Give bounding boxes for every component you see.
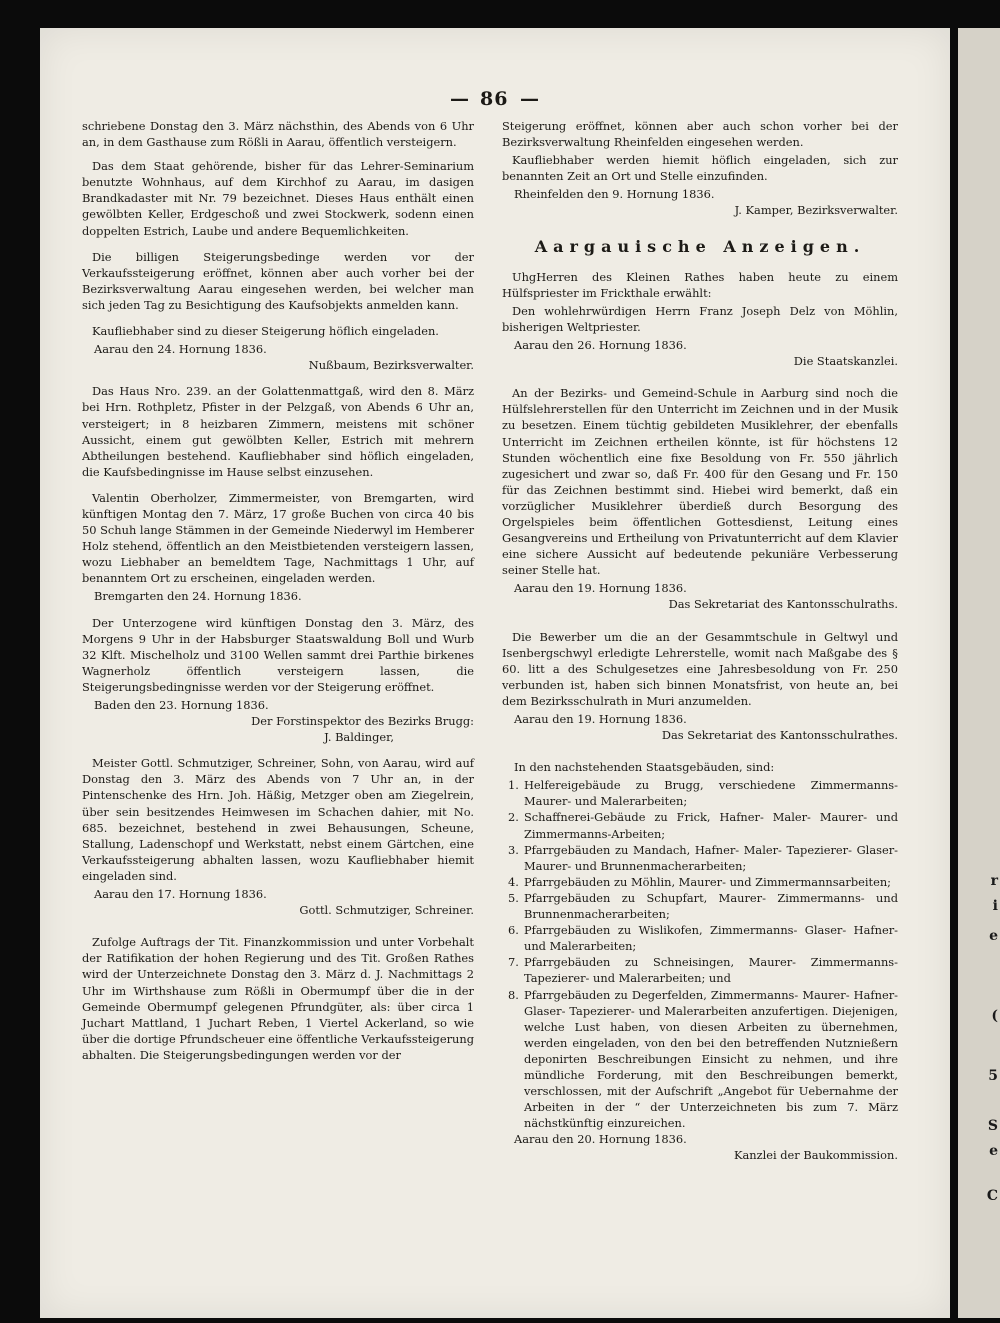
list-item: 3. Pfarrgebäuden zu Mandach, Hafner- Maler- Tapezierer- Glaser- Maurer- und Brunnenmacherarbeiten; [508, 842, 898, 873]
list-item: 5. Pfarrgebäuden zu Schupfart, Maurer- Zimmermanns- und Brunnenmacherarbeiten; [508, 890, 898, 922]
gutter-fragment: 5 [988, 1068, 998, 1084]
signature: Nußbaum, Bezirksverwalter. [308, 358, 474, 373]
left-column [82, 118, 474, 1073]
article-text: Zufolge Auftrags der Tit. Finanzkommission und unter Vorbehalt der Ratifikation der hohen Regierung und des Tit. Großen Rathes wird der Unterzeichnete Donstag den 3. März d. J. Nachmittags 2 Uhr im Wirthshause zum Rößli in Obermumpf über die in der Gemeinde Obermumpf gelegenen Pfrundgüter, als: über circa 1 Juchart Mattland, 1 Juchart Reben, 1 Viertel Ackerland, so wie über die dortige Pfrundscheuer eine öffentliche Verkaufssteigerung abhalten. Die Steigerungsbedingungen werden vor der [82, 935, 474, 1062]
list-item: 4. Pfarrgebäuden zu Möhlin, Maurer- und Zimmermannsarbeiten; [508, 874, 892, 889]
dateline: Baden den 23. Hornung 1836. [94, 698, 269, 712]
gutter-fragment: e [989, 1143, 998, 1159]
dateline: Rheinfelden den 9. Hornung 1836. [514, 187, 715, 202]
section-heading: Aargauische Anzeigen. [534, 236, 866, 256]
article-text: Kaufliebhaber sind zu dieser Steigerung höflich eingeladen. [92, 324, 439, 339]
dateline: Aarau den 19. Hornung 1836. [514, 712, 687, 726]
list-item: 1. Helfereigebäude zu Brugg, verschiedene Zimmermanns- Maurer- und Malerarbeiten; [508, 778, 898, 809]
dateline: Aarau den 19. Hornung 1836. [514, 581, 687, 596]
list-item: 2. Schaffnerei-Gebäude zu Frick, Hafner- Maler- Maurer- und Zimmermanns-Arbeiten; [508, 810, 898, 841]
list-item: 8. Pfarrgebäuden zu Degerfelden, Zimmermanns- Maurer- Hafner- Glaser- Tapezierer- und Malerarbeiten anzufertigen. Diejenigen, welche Lust haben, von diesen Arbeiten zu übernehmen, werden eingeladen, von den bei den betreffenden Nutznießern deponirten Beschreibungen Einsicht zu nehmen, und ihre mündliche Forderung, mit den Beschreibungen bemerkt, verschlossen, mit der Aufschrift „Angebot für Uebernahme der Arbeiten in der “ der Unterzeichneten bis zum 7. März nächstkünftig einzureichen. [508, 987, 898, 1131]
signature: Der Forstinspektor des Bezirks Brugg: [251, 714, 474, 729]
gutter-fragment: S [987, 1118, 998, 1134]
article-text: Die billigen Steigerungsbedinge werden vor der Verkaufssteigerung eröffnet, können aber auch vorher bei der Bezirksverwaltung Aarau eingesehen werden, bei welcher man sich jeden Tag zu Besichtigung des Kaufsobjekts anmelden kann. [82, 249, 474, 312]
dateline: Aarau den 26. Hornung 1836. [514, 338, 687, 353]
article-text: UhgHerren des Kleinen Rathes haben heute zu einem Hülfspriester im Frickthale erwählt: [502, 269, 898, 300]
right-column [502, 118, 898, 1174]
gutter-fragment: e [989, 928, 998, 944]
list-intro: In den nachstehenden Staatsgebäuden, sind: [514, 760, 775, 775]
signature: J. Baldinger, [324, 730, 394, 745]
article-text: schriebene Donstag den 3. März nächsthin, des Abends von 6 Uhr an, in dem Gasthause zum Rößli in Aarau, öffentlich versteigern. [82, 119, 474, 150]
header-dash: — [520, 88, 540, 110]
article-text: Der Unterzogene wird künftigen Donstag den 3. März, des Morgens 9 Uhr in der Habsburger Staatswaldung Boll und Wurb 32 Klft. Mischelholz und 3100 Wellen sammt drei Parthie birkenes Wagnerholz öffentlich versteigern lassen, die Steigerungsbedingnisse werden vor der Steigerung eröffnet. [82, 615, 474, 694]
dateline: Aarau den 24. Hornung 1836. [94, 342, 267, 357]
gutter-fragment: ( [991, 1008, 998, 1024]
article-text: Meister Gottl. Schmutziger, Schreiner, Sohn, von Aarau, wird auf Donstag den 3. März des Abends von 7 Uhr an, in der Pintenschenke des Hrn. Joh. Häßig, Metzger oben am Ziegelrein, über sein besitzendes Heimwesen im Schachen dahier, mit No. 685. bezeichnet, bestehend in zwei Behausungen, Scheune, Stallung, Ladenschopf und Werkstatt, nebst einem Gärtchen, eine Verkaufssteigerung abhalten lassen, wozu Kaufliebhaber hiemit eingeladen sind. [82, 756, 474, 883]
adjacent-page-edge [958, 28, 1000, 1318]
dateline: Aarau den 17. Hornung 1836. [94, 887, 267, 902]
gutter-fragment: r [990, 873, 998, 889]
page-number: 86 [480, 88, 509, 110]
article-text: Kaufliebhaber werden hiemit höflich eingeladen, sich zur benannten Zeit an Ort und Stelle einzufinden. [502, 153, 898, 184]
article-text: Valentin Oberholzer, Zimmermeister, von Bremgarten, wird künftigen Montag den 7. März, 17 große Buchen von circa 40 bis 50 Schuh lange Stämmen in der Gemeinde Niederwyl im Hemberer Holz stehend, öffentlich an den Meistbietenden versteigern lassen, wozu Liebhaber an bemeldtem Tage, Nachmittags 1 Uhr, auf benanntem Ort zu erscheinen, eingeladen werden. [82, 490, 475, 586]
gutter-fragment: C [986, 1188, 998, 1204]
article-text: Den wohlehrwürdigen Herrn Franz Joseph Delz von Möhlin, bisherigen Weltpriester. [502, 303, 898, 334]
signature: Kanzlei der Baukommission. [733, 1148, 898, 1163]
article-text: Das dem Staat gehörende, bisher für das Lehrer-Seminarium benutzte Wohnhaus, auf dem Kirchhof zu Aarau, im dasigen Brandkadaster mit Nr. 79 bezeichnet. Dieses Haus enthält einen gewölbten Keller, Erdgeschoß und zwei Stockwerk, sodenn einen doppelten Estrich, Laube und andere Bequemlichkeiten. [82, 159, 474, 238]
signature: Gottl. Schmutziger, Schreiner. [299, 903, 474, 918]
signature: Das Sekretariat des Kantonsschulraths. [668, 597, 898, 612]
signature: J. Kamper, Bezirksverwalter. [734, 203, 898, 218]
header-dash: — [450, 88, 470, 110]
article-text: An der Bezirks- und Gemeind-Schule in Aarburg sind noch die Hülfslehrerstellen für den Unterricht im Zeichnen und in der Musik zu besetzen. Einem tüchtig gebildeten Musiklehrer, der ebenfalls Unterricht im Zeichnen ertheilen könnte, ist für höchstens 12 Stunden wöchentlich eine fixe Besoldung von Fr. 550 jährlich zugesichert und zwar so, daß Fr. 400 für den Gesang und Fr. 150 für das Zeichnen bestimmt sind. Hiebei wird bemerkt, daß ein vorzüglicher Musiklehrer überdieß durch Besorgung des Orgelspieles beim öffentlichen Gottesdienst, Leitung eines Gesangvereins und Ertheilung von Privatunterricht auf dem Klavier eine sichere Aussicht auf bedeutende pekuniäre Verbesserung seiner Stelle hat. [502, 386, 898, 578]
article-text: Die Bewerber um die an der Gesammtschule in Geltwyl und Isenbergschwyl erledigte Lehrerstelle, womit nach Maßgabe des § 60. litt a des Schulgesetzes eine Jahresbesoldung von Fr. 250 verbunden ist, haben sich binnen Monatsfrist, von heute an, bei dem Bezirksschulrath in Muri anzumelden. [502, 629, 898, 708]
signature: Die Staatskanzlei. [793, 354, 898, 369]
dateline: Aarau den 20. Hornung 1836. [514, 1132, 687, 1147]
article-text: Das Haus Nro. 239. an der Golattenmattgaß, wird den 8. März bei Hrn. Rothpletz, Pfister in der Pelzgaß, von Abends 6 Uhr an, versteigert; in 8 heizbaren Zimmern, meistens mit schöner Aussicht, einem gut gewölbten Keller, Estrich mit mehrern Abtheilungen bestehend. Kaufliebhaber sind höflich eingeladen, die Kaufsbedingnisse im Hause selbst einzusehen. [82, 384, 474, 479]
list-item: 7. Pfarrgebäuden zu Schneisingen, Maurer- Zimmermanns- Tapezierer- und Malerarbeiten; und [508, 955, 898, 986]
article-text: Steigerung eröffnet, können aber auch schon vorher bei der Bezirksverwaltung Rheinfelden eingesehen werden. [502, 119, 898, 150]
building-list [502, 777, 898, 1131]
gutter-fragment: i [992, 898, 998, 914]
list-item: 6. Pfarrgebäuden zu Wislikofen, Zimmermanns- Glaser- Hafner- und Malerarbeiten; [508, 923, 898, 954]
dateline: Bremgarten den 24. Hornung 1836. [94, 589, 302, 604]
signature: Das Sekretariat des Kantonsschulrathes. [661, 728, 898, 743]
